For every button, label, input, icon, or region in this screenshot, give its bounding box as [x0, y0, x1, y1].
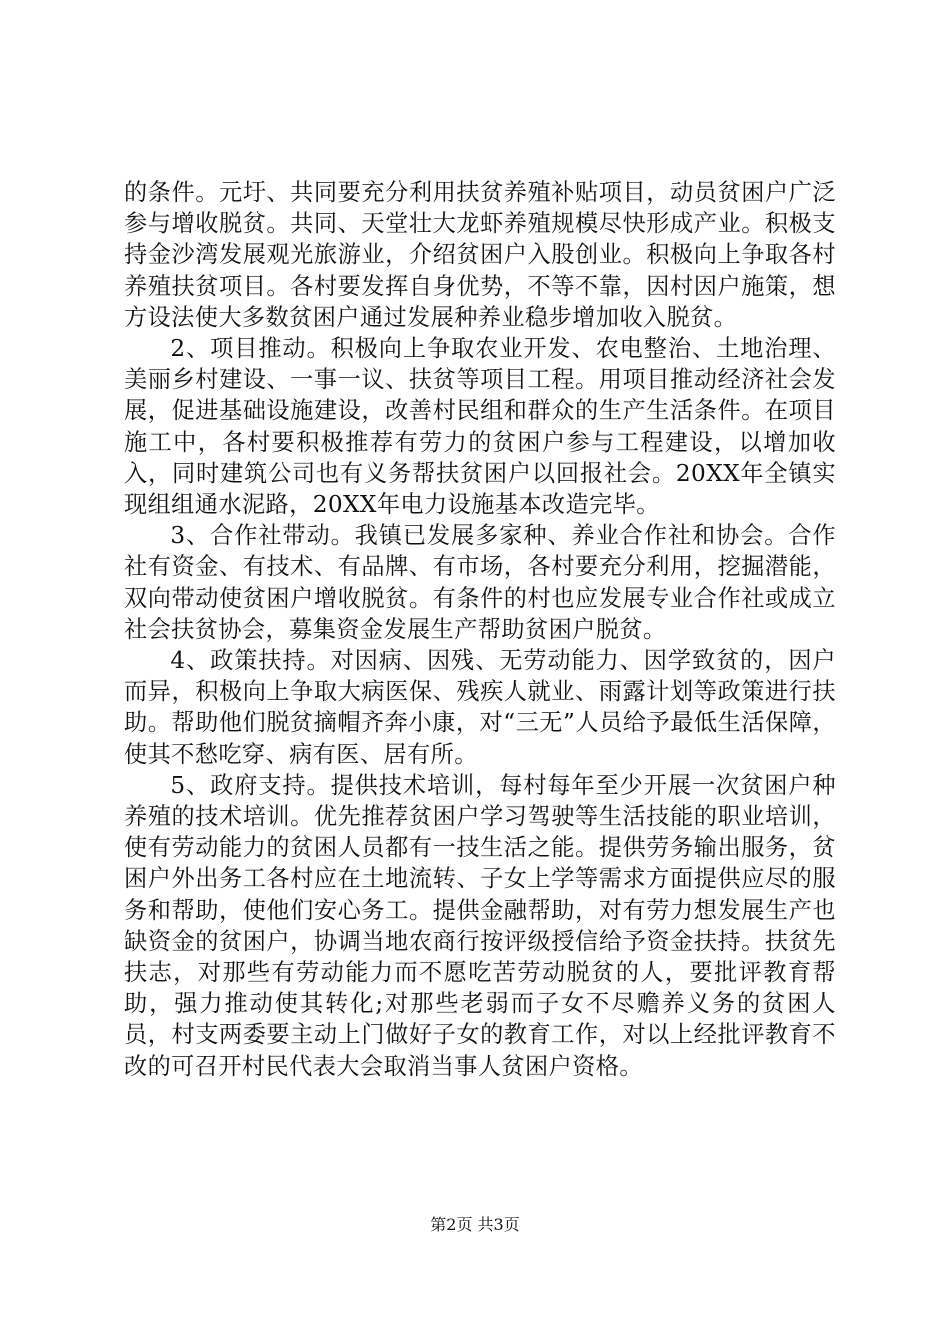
paragraph-policy-support: 4、政策扶持。对因病、因残、无劳动能力、因学致贫的，因户而异，积极向上争取大病医保、残疾人就业、雨露计划等政策进行扶助。帮助他们脱贫摘帽齐奔小康，对“三无”人员给予最低生活保障，使其不愁吃穿、病有医、居有所。: [124, 647, 836, 768]
page-footer: 第2页 共3页: [430, 1215, 520, 1234]
document-body: [124, 177, 836, 1082]
paragraph-government-support: 5、政府支持。提供技术培训，每村每年至少开展一次贫困户种养殖的技术培训。优先推荐贫困户学习驾驶等生活技能的职业培训，使有劳动能力的贫困人员都有一技生活之能。提供劳务输出服务，贫困户外出务工各村应在土地流转、子女上学等需求方面提供应尽的服务和帮助，使他们安心务工。提供金融帮助，对有劳力想发展生产也缺资金的贫困户，协调当地农商行按评级授信给予资金扶持。扶贫先扶志，对那些有劳动能力而不愿吃苦劳动脱贫的人，要批评教育帮助，强力推动使其转化;对那些老弱而子女不尽赡养义务的贫困人员，村支两委要主动上门做好子女的教育工作，对以上经批评教育不改的可召开村民代表大会取消当事人贫困户资格。: [124, 771, 836, 1080]
paragraph-continuation: 的条件。元圩、共同要充分利用扶贫养殖补贴项目，动员贫困户广泛参与增收脱贫。共同、天堂壮大龙虾养殖规模尽快形成产业。积极支持金沙湾发展观光旅游业，介绍贫困户入股创业。积极向上争取各村养殖扶贫项目。各村要发挥自身优势，不等不靠，因村因户施策，想方设法使大多数贫困户通过发展种养业稳步增加收入脱贫。: [124, 179, 836, 331]
paragraph-project-promotion: 2、项目推动。积极向上争取农业开发、农电整治、土地治理、美丽乡村建设、一事一议、扶贫等项目工程。用项目推动经济社会发展，促进基础设施建设，改善村民组和群众的生产生活条件。在项目施工中，各村要积极推荐有劳力的贫困户参与工程建设，以增加收入，同时建筑公司也有义务帮扶贫困户以回报社会。20XX年全镇实现组组通水泥路，20XX年电力设施基本改造完毕。: [124, 335, 836, 519]
paragraph-cooperative: 3、合作社带动。我镇已发展多家种、养业合作社和协会。合作社有资金、有技术、有品牌、有市场，各村要充分利用，挖掘潜能，双向带动使贫困户增收脱贫。有条件的村也应发展专业合作社或成立社会扶贫协会，募集资金发展生产帮助贫困户脱贫。: [124, 522, 836, 643]
